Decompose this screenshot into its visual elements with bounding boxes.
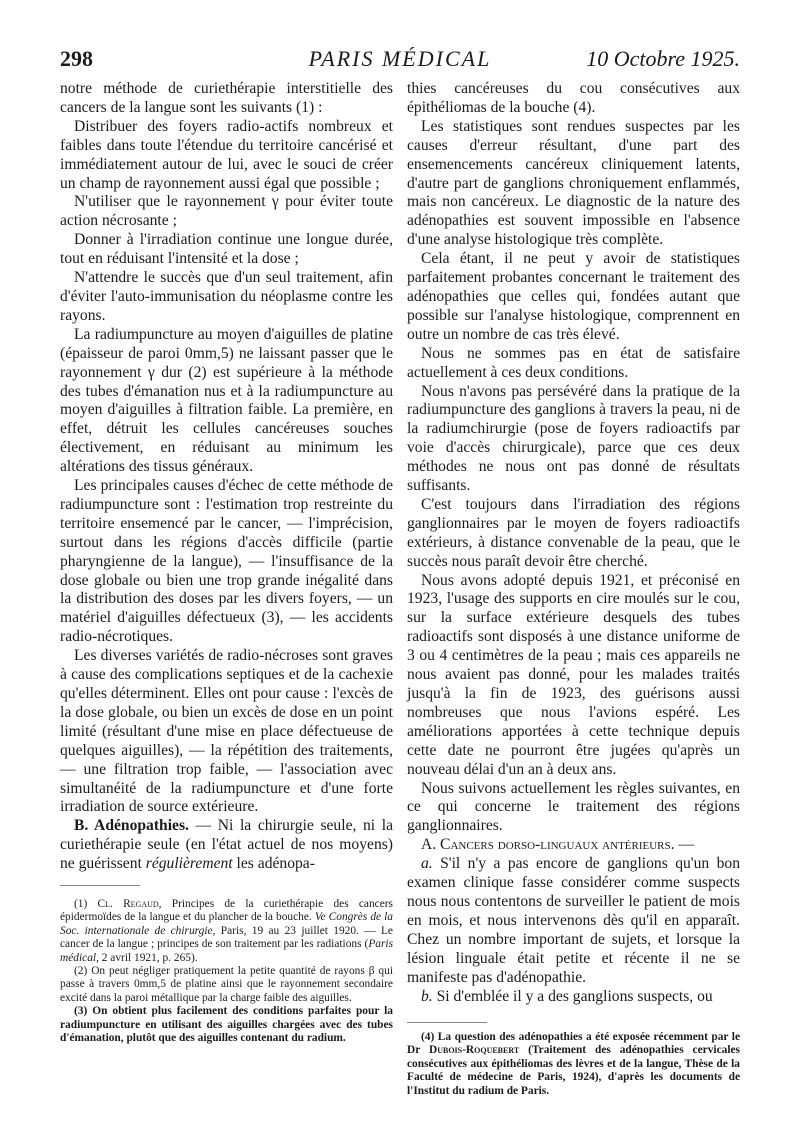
page-header — [60, 46, 740, 80]
subsection-heading — [407, 836, 740, 855]
text-run: — Ni la chirurgie seule, ni la curiethérapie seule (en l'état actuel de nos moyens) ne guérissent — [60, 817, 393, 873]
paragraph: Nous ne sommes pas en état de satisfaire actuellement à ces deux conditions. — [407, 344, 740, 381]
paragraph: La radiumpuncture au moyen d'aiguilles de platine (épaisseur de paroi 0mm,5) ne laissant passer que le rayonnement γ dur (2) est supérieure à la méthode des tubes d'émanation nus et à la radiumpuncture au moyen d'aiguilles à filtration faible. La première, en effet, détruit les cellules cancéreuses souches électivement, en réduisant au minimum les altérations des tissus généraux. — [60, 325, 393, 476]
text-run: , 2 avril 1921, p. 265). — [96, 951, 198, 964]
emphasis: Paris médical — [60, 938, 393, 964]
text-run: S'il n'y a pas encore de ganglions qu'un bon examen clinique fasse considérer comme suspects nous nous contentons de surveiller le patient de mois en mois, et nous intervenons dès qu'il en apparaît. Chez un nombre important de sujets, et lorsque la lésion linguale était petite et récente il ne se manifeste pas d'adénopathie. — [407, 855, 740, 986]
footnote-rule — [407, 1022, 487, 1023]
footnote-1 — [60, 898, 393, 965]
paragraph: N'utiliser que le rayonnement γ pour éviter toute action nécrosante ; — [60, 193, 393, 230]
paragraph — [407, 855, 740, 987]
paragraph: Cela étant, il ne peut y avoir de statistiques parfaitement probantes concernant le traitement des adénopathies que celles qui, fondées autant que possible sur l'analyse histologique, comprennent en outre un nombre de cas très élevé. — [407, 250, 740, 343]
list-marker: b. — [421, 987, 433, 1005]
section-paragraph-adenopathies — [60, 817, 393, 874]
left-column — [60, 80, 393, 874]
footnotes-left — [60, 898, 393, 1045]
text-run: (4) La question des adénopathies a été exposée récemment par le Dr — [407, 1031, 740, 1057]
section-heading: B. Adénopathies. — [74, 817, 189, 835]
footnotes-right — [407, 1031, 740, 1098]
text-run: les adénopa- — [232, 855, 315, 873]
text-run: (Traitement des adénopathies cervicales consécutives aux épithéliomas des lèvres et de la langue, Thèse de la Faculté de médecine de Paris, 1924), d'après les documents de l'Institut du radium de Paris. — [407, 1044, 740, 1097]
emphasis: régulièrement — [145, 855, 233, 873]
right-column — [407, 80, 740, 1006]
emphasis: Ve Congrès de la Soc. internationale de chirurgie — [60, 911, 393, 937]
paragraph: Donner à l'irradiation continue une longue durée, tout en réduisant l'intensité et la dose ; — [60, 231, 393, 268]
paragraph: Nous avons adopté depuis 1921, et préconisé en 1923, l'usage des supports en cire moulés sur le cou, sur la surface extérieure desquels des tubes radioactifs sont disposés à une distance uniforme de 3 ou 4 centimètres de la peau ; mais ces appareils ne nous avaient pas donné, pour les malades traités jusqu'à la fin de 1923, des guérisons aussi nombreuses que nous l'avions espéré. Les améliorations apportées à cette technique depuis cette date ne pourront être jugées qu'après un nouveau délai d'un an à deux ans. — [407, 571, 740, 778]
text-run: — — [674, 836, 695, 854]
paragraph: C'est toujours dans l'irradiation des régions ganglionnaires par le moyen de foyers radioactifs extérieurs, à distance convenable de la peau, que le succès nous paraît devoir être cherché. — [407, 495, 740, 570]
footnote-rule — [60, 885, 140, 886]
subsection-title: A. Cancers dorso-linguaux antérieurs. — [421, 836, 675, 854]
footnote-3: (3) On obtient plus facilement des conditions parfaites pour la radiumpuncture en utilisant des aiguilles chargées avec des tubes d'émanation, plutôt que des aiguilles contenant du radium. — [60, 1005, 393, 1045]
text-run: , Paris, 19 au 23 juillet 1920. — Le cancer de la langue ; principes de son traitement par les radiations ( — [60, 924, 393, 951]
text-run: (1) — [74, 898, 98, 910]
paragraph: N'attendre le succès que d'un seul traitement, afin d'éviter l'auto-immunisation du néoplasme contre les rayons. — [60, 269, 393, 324]
paragraph: Nous n'avons pas persévéré dans la pratique de la radiumpuncture des ganglions à travers la peau, ni de la radiumchirurgie (pose de foyers radioactifs par voie d'accès chirurgicale), parce que ces deux méthodes ne nous ont pas donné de résultats suffisants. — [407, 382, 740, 495]
paragraph: Nous suivons actuellement les règles suivantes, en ce qui concerne le traitement des régions ganglionnaires. — [407, 779, 740, 835]
footnote-4 — [407, 1031, 740, 1098]
issue-date: 10 Octobre 1925. — [586, 46, 740, 71]
paragraph: Les diverses variétés de radio-nécroses sont graves à cause des complications septiques et de la cachexie qu'elles déterminent. Elles ont pour cause : l'excès de la dose globale, ou bien un excès de dose en un point limité (résultant d'une mise en place défectueuse de quelques aiguilles), — la répétition des traitements, — une filtration trop faible, — l'association avec simultanéité de la radiumpuncture et d'une forte irradiation de source extérieure. — [60, 647, 393, 816]
author-name: Dubois-Roquebert — [428, 1044, 520, 1057]
text-run: Si d'emblée il y a des ganglions suspects, ou — [432, 987, 713, 1005]
author-name: Cl. Regaud — [97, 898, 159, 910]
footnote-2: (2) On peut négliger pratiquement la petite quantité de rayons β qui passe à travers 0mm,5 de platine ainsi que le rayonnement secondaire excité dans la paroi métallique par la charge faible des aiguilles. — [60, 965, 393, 1004]
text-run: , Principes de la curiethérapie des cancers épidermoïdes de la langue et du plancher de la bouche. — [60, 898, 393, 924]
paragraph: Les statistiques sont rendues suspectes par les causes d'erreur résultant, d'une part des ensemencements cancéreux cliniquement latents, d'autre part de ganglions chroniquement enflammés, mais non cancéreux. Le diagnostic de la nature des adénopathies est souvent impossible en l'absence d'une analyse histologique très complète. — [407, 117, 740, 249]
paragraph: thies cancéreuses du cou consécutives aux épithéliomas de la bouche (4). — [407, 80, 740, 116]
page-number: 298 — [60, 46, 93, 71]
journal-title: PARIS MÉDICAL — [308, 46, 492, 71]
paragraph: Les principales causes d'échec de cette méthode de radiumpuncture sont : l'estimation trop restreinte du territoire ensemencé par le cancer, — l'imprécision, surtout dans les régions d'accès difficile (partie pharyngienne de la langue), — l'insuffisance de la dose globale ou bien une trop grande inégalité dans la distribution des doses par les divers foyers, — un matériel d'aiguilles défectueux (3), — les accidents radio-nécrotiques. — [60, 477, 393, 646]
paragraph: Distribuer des foyers radio-actifs nombreux et faibles dans toute l'étendue du territoire cancérisé et immédiatement autour de lui, avec le souci de créer un champ de rayonnement aussi égal que possible ; — [60, 117, 393, 192]
paragraph: notre méthode de curiethérapie interstitielle des cancers de la langue sont les suivants (1) : — [60, 80, 393, 116]
paragraph — [407, 988, 740, 1007]
list-marker: a. — [421, 855, 433, 873]
